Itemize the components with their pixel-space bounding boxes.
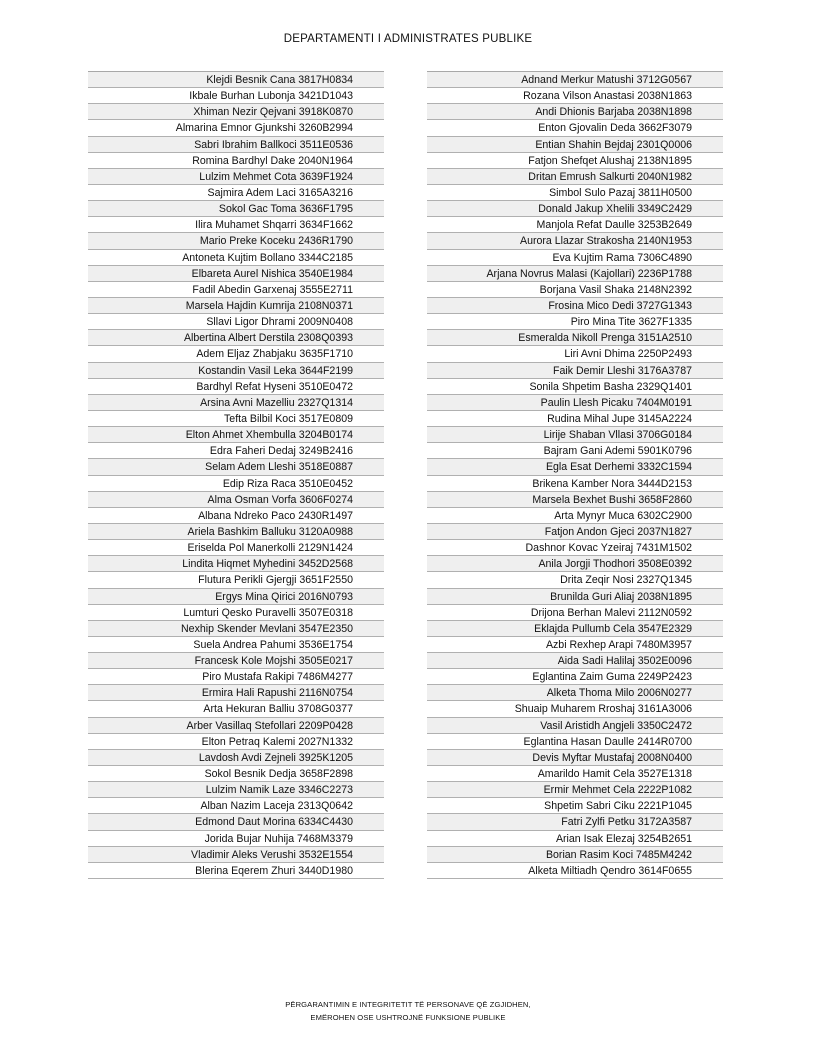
list-item: Ikbale Burhan Lubonja 3421D1043: [88, 88, 384, 104]
list-item: Eriselda Pol Manerkolli 2129N1424: [88, 540, 384, 556]
list-item: Lindita Hiqmet Myhedini 3452D2568: [88, 556, 384, 572]
list-item: Mario Preke Koceku 2436R1790: [88, 233, 384, 249]
list-item: Eklajda Pullumb Cela 3547E2329: [427, 621, 723, 637]
list-item: Azbi Rexhep Arapi 7480M3957: [427, 637, 723, 653]
list-item: Anila Jorgji Thodhori 3508E0392: [427, 556, 723, 572]
list-item: Ergys Mina Qirici 2016N0793: [88, 589, 384, 605]
footer-line-2: EMËROHEN OSE USHTROJNË FUNKSIONE PUBLIKE: [310, 1013, 506, 1022]
list-item: Blerina Eqerem Zhuri 3440D1980: [88, 863, 384, 879]
list-item: Jorida Bujar Nuhija 7468M3379: [88, 831, 384, 847]
list-item: Ilira Muhamet Shqarri 3634F1662: [88, 217, 384, 233]
list-item: Lulzim Namik Laze 3346C2273: [88, 782, 384, 798]
list-item: Aida Sadi Halilaj 3502E0096: [427, 653, 723, 669]
page-footer: [0, 998, 816, 1024]
list-item: Eglantina Hasan Daulle 2414R0700: [427, 734, 723, 750]
list-item: Marsela Hajdin Kumrija 2108N0371: [88, 298, 384, 314]
list-item: Francesk Kole Mojshi 3505E0217: [88, 653, 384, 669]
list-item: Piro Mina Tite 3627F1335: [427, 314, 723, 330]
list-item: Dashnor Kovac Yzeiraj 7431M1502: [427, 540, 723, 556]
list-item: Lulzim Mehmet Cota 3639F1924: [88, 169, 384, 185]
list-item: Ariela Bashkim Balluku 3120A0988: [88, 524, 384, 540]
list-item: Elbareta Aurel Nishica 3540E1984: [88, 266, 384, 282]
list-item: Albana Ndreko Paco 2430R1497: [88, 508, 384, 524]
list-item: Kostandin Vasil Leka 3644F2199: [88, 363, 384, 379]
list-item: Bajram Gani Ademi 5901K0796: [427, 443, 723, 459]
list-item: Elton Ahmet Xhembulla 3204B0174: [88, 427, 384, 443]
list-item: Entian Shahin Bejdaj 2301Q0006: [427, 137, 723, 153]
list-item: Arjana Novrus Malasi (Kajollari) 2236P1788: [427, 266, 723, 282]
list-item: Ermira Hali Rapushi 2116N0754: [88, 685, 384, 701]
page-title: DEPARTAMENTI I ADMINISTRATES PUBLIKE: [283, 33, 533, 45]
list-item: Albertina Albert Derstila 2308Q0393: [88, 330, 384, 346]
list-item: Piro Mustafa Rakipi 7486M4277: [88, 669, 384, 685]
list-item: Marsela Bexhet Bushi 3658F2860: [427, 492, 723, 508]
list-item: Edip Riza Raca 3510E0452: [88, 476, 384, 492]
list-item: Lumturi Qesko Puravelli 3507E0318: [88, 605, 384, 621]
list-item: Arta Hekuran Balliu 3708G0377: [88, 701, 384, 717]
list-item: Fatri Zylfi Petku 3172A3587: [427, 814, 723, 830]
list-item: Alma Osman Vorfa 3606F0274: [88, 492, 384, 508]
list-item: Fadil Abedin Garxenaj 3555E2711: [88, 282, 384, 298]
list-item: Paulin Llesh Picaku 7404M0191: [427, 395, 723, 411]
list-item: Dritan Emrush Salkurti 2040N1982: [427, 169, 723, 185]
list-item: Adem Eljaz Zhabjaku 3635F1710: [88, 346, 384, 362]
list-item: Edra Faheri Dedaj 3249B2416: [88, 443, 384, 459]
list-item: Xhiman Nezir Qejvani 3918K0870: [88, 104, 384, 120]
list-item: Brikena Kamber Nora 3444D2153: [427, 476, 723, 492]
list-item: Liri Avni Dhima 2250P2493: [427, 346, 723, 362]
list-item: Frosina Mico Dedi 3727G1343: [427, 298, 723, 314]
list-item: Rudina Mihal Jupe 3145A2224: [427, 411, 723, 427]
list-item: Faik Demir Lleshi 3176A3787: [427, 363, 723, 379]
list-item: Lavdosh Avdi Zejneli 3925K1205: [88, 750, 384, 766]
list-item: Aurora Llazar Strakosha 2140N1953: [427, 233, 723, 249]
list-item: Selam Adem Lleshi 3518E0887: [88, 459, 384, 475]
list-item: Alketa Miltiadh Qendro 3614F0655: [427, 863, 723, 879]
list-item: Enton Gjovalin Deda 3662F3079: [427, 120, 723, 136]
list-item: Esmeralda Nikoll Prenga 3151A2510: [427, 330, 723, 346]
list-item: Arian Isak Elezaj 3254B2651: [427, 831, 723, 847]
list-item: Tefta Bilbil Koci 3517E0809: [88, 411, 384, 427]
list-item: Eglantina Zaim Guma 2249P2423: [427, 669, 723, 685]
list-item: Borian Rasim Koci 7485M4242: [427, 847, 723, 863]
list-item: Shpetim Sabri Ciku 2221P1045: [427, 798, 723, 814]
list-item: Alban Nazim Laceja 2313Q0642: [88, 798, 384, 814]
list-item: Antoneta Kujtim Bollano 3344C2185: [88, 250, 384, 266]
list-item: Eva Kujtim Rama 7306C4890: [427, 250, 723, 266]
list-item: Lirije Shaban Vllasi 3706G0184: [427, 427, 723, 443]
list-item: Borjana Vasil Shaka 2148N2392: [427, 282, 723, 298]
list-item: Arber Vasillaq Stefollari 2209P0428: [88, 718, 384, 734]
left-name-column: [88, 71, 384, 879]
list-item: Sokol Besnik Dedja 3658F2898: [88, 766, 384, 782]
list-item: Edmond Daut Morina 6334C4430: [88, 814, 384, 830]
list-item: Vasil Aristidh Angjeli 3350C2472: [427, 718, 723, 734]
list-item: Fatjon Andon Gjeci 2037N1827: [427, 524, 723, 540]
list-item: Romina Bardhyl Dake 2040N1964: [88, 153, 384, 169]
list-item: Sonila Shpetim Basha 2329Q1401: [427, 379, 723, 395]
list-item: Sllavi Ligor Dhrami 2009N0408: [88, 314, 384, 330]
list-item: Brunilda Guri Aliaj 2038N1895: [427, 589, 723, 605]
right-name-column: [427, 71, 723, 879]
list-item: Manjola Refat Daulle 3253B2649: [427, 217, 723, 233]
list-item: Drijona Berhan Malevi 2112N0592: [427, 605, 723, 621]
list-item: Alketa Thoma Milo 2006N0277: [427, 685, 723, 701]
list-item: Sabri Ibrahim Ballkoci 3511E0536: [88, 137, 384, 153]
list-item: Suela Andrea Pahumi 3536E1754: [88, 637, 384, 653]
list-item: Fatjon Shefqet Alushaj 2138N1895: [427, 153, 723, 169]
list-item: Simbol Sulo Pazaj 3811H0500: [427, 185, 723, 201]
list-item: Shuaip Muharem Rroshaj 3161A3006: [427, 701, 723, 717]
list-item: Sajmira Adem Laci 3165A3216: [88, 185, 384, 201]
list-item: Nexhip Skender Mevlani 3547E2350: [88, 621, 384, 637]
list-item: Almarina Emnor Gjunkshi 3260B2994: [88, 120, 384, 136]
list-item: Adnand Merkur Matushi 3712G0567: [427, 72, 723, 88]
list-item: Drita Zeqir Nosi 2327Q1345: [427, 572, 723, 588]
list-item: Arsina Avni Mazelliu 2327Q1314: [88, 395, 384, 411]
list-item: Devis Myftar Mustafaj 2008N0400: [427, 750, 723, 766]
list-item: Elton Petraq Kalemi 2027N1332: [88, 734, 384, 750]
footer-line-1: PËRGARANTIMIN E INTEGRITETIT TË PERSONAVE QË ZGJIDHEN,: [285, 1000, 531, 1009]
list-item: Klejdi Besnik Cana 3817H0834: [88, 72, 384, 88]
list-item: Egla Esat Derhemi 3332C1594: [427, 459, 723, 475]
list-item: Donald Jakup Xhelili 3349C2429: [427, 201, 723, 217]
list-item: Andi Dhionis Barjaba 2038N1898: [427, 104, 723, 120]
list-item: Arta Mynyr Muca 6302C2900: [427, 508, 723, 524]
list-item: Vladimir Aleks Verushi 3532E1554: [88, 847, 384, 863]
list-item: Ermir Mehmet Cela 2222P1082: [427, 782, 723, 798]
list-item: Sokol Gac Toma 3636F1795: [88, 201, 384, 217]
list-item: Amarildo Hamit Cela 3527E1318: [427, 766, 723, 782]
list-item: Flutura Perikli Gjergji 3651F2550: [88, 572, 384, 588]
list-item: Rozana Vilson Anastasi 2038N1863: [427, 88, 723, 104]
list-item: Bardhyl Refat Hyseni 3510E0472: [88, 379, 384, 395]
